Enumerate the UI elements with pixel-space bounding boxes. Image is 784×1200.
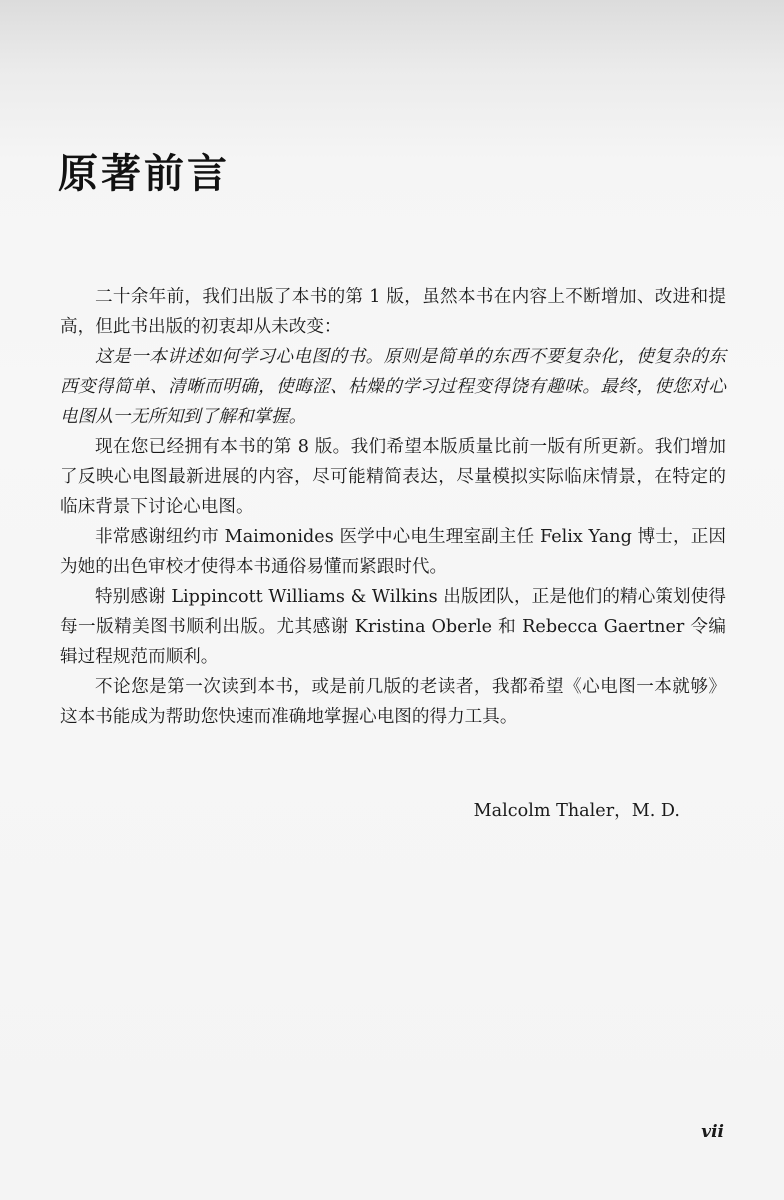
paragraph-book-principle: 这是一本讲述如何学习心电图的书。原则是简单的东西不要复杂化，使复杂的东西变得简单、清晰而明确，使晦涩、枯燥的学习过程变得饶有趣味。最终，使您对心电图从一无所知到了解和掌握。 — [60, 347, 726, 427]
paragraph-thanks-publisher: 特别感谢 Lippincott Williams & Wilkins 出版团队，正是他们的精心策划使得每一版精美图书顺利出版。尤其感谢 Kristina Oberle 和 Rebecca Gaertner 令编辑过程规范而顺利。 — [60, 587, 726, 667]
page-number: vii — [701, 1122, 724, 1142]
author-signature: Malcolm Thaler，M. D. — [473, 801, 680, 821]
page-title: 原著前言 — [58, 151, 230, 197]
paragraph-first-edition: 二十余年前，我们出版了本书的第 1 版，虽然本书在内容上不断增加、改进和提高，但此书出版的初衷却从未改变： — [60, 287, 726, 337]
paragraph-thanks-reviewer: 非常感谢纽约市 Maimonides 医学中心电生理室副主任 Felix Yang 博士，正因为她的出色审校才使得本书通俗易懂而紧跟时代。 — [60, 527, 726, 577]
paragraph-closing: 不论您是第一次读到本书，或是前几版的老读者，我都希望《心电图一本就够》这本书能成为帮助您快速而准确地掌握心电图的得力工具。 — [60, 677, 726, 727]
paragraph-eighth-edition: 现在您已经拥有本书的第 8 版。我们希望本版质量比前一版有所更新。我们增加了反映心电图最新进展的内容，尽可能精简表达，尽量模拟实际临床情景，在特定的临床背景下讨论心电图。 — [60, 437, 726, 517]
preface-body — [60, 282, 726, 732]
